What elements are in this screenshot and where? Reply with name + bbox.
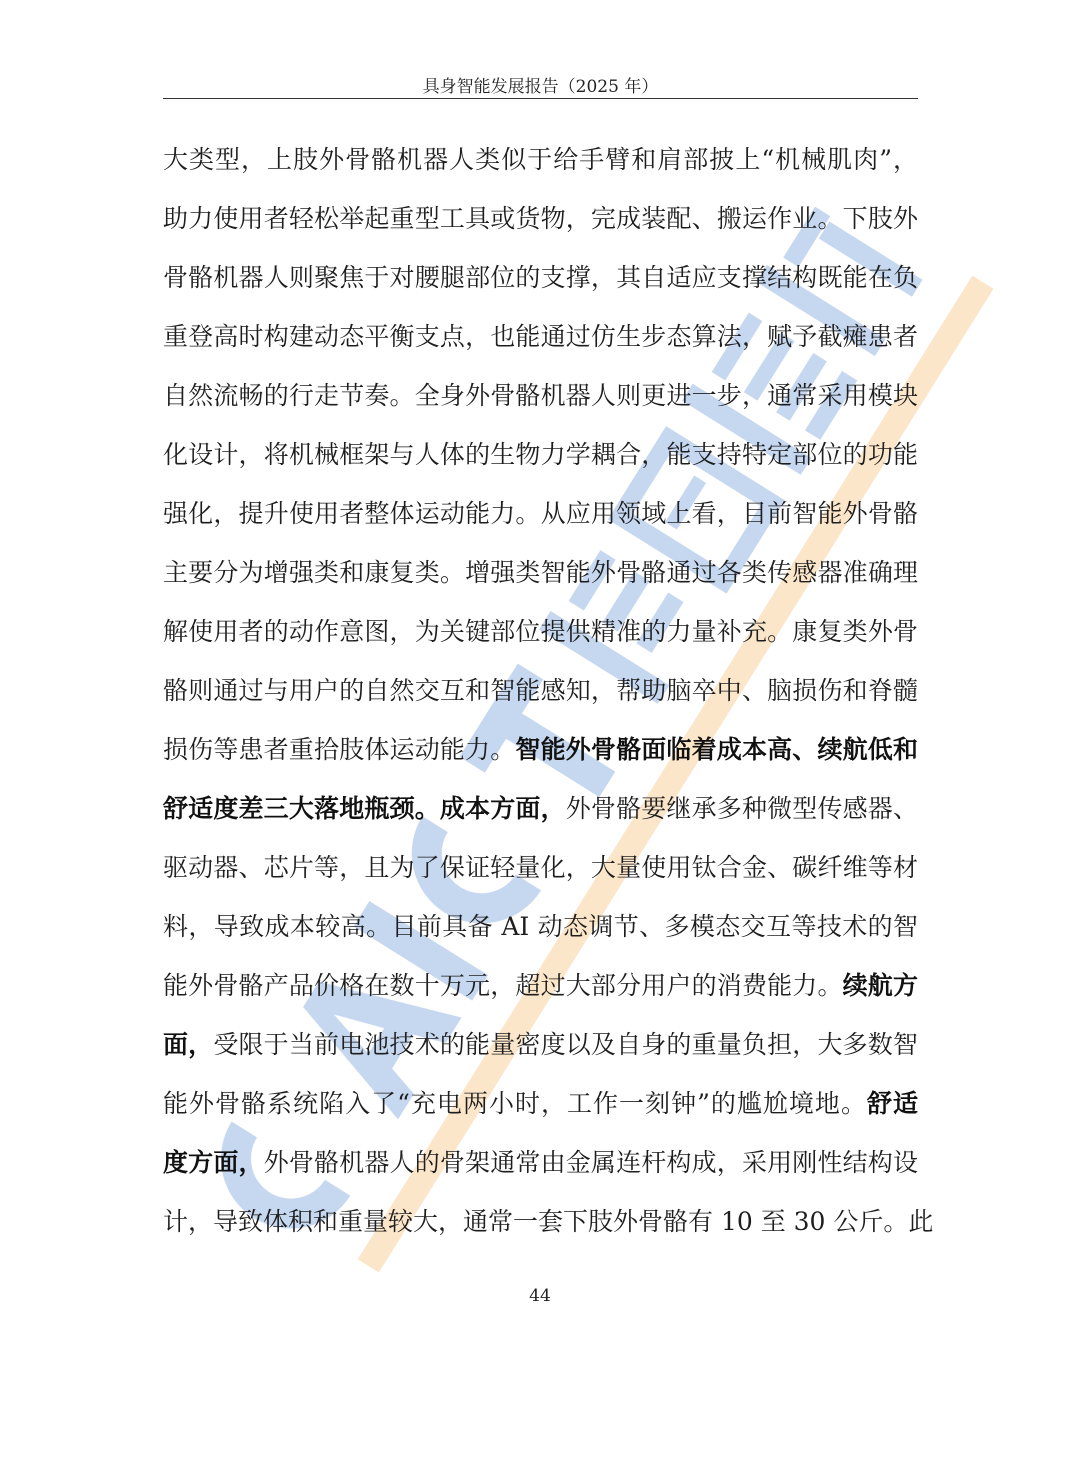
text-line: [163, 779, 918, 838]
text-run: 助力使用者轻松举起重型工具或货物，完成装配、搬运作业。下肢外: [163, 204, 918, 233]
bold-text-run: 智能外骨骼面临着成本高、续航低和: [515, 735, 918, 764]
text-line: [163, 130, 918, 189]
report-title: 具身智能发展报告（2025 年）: [422, 77, 659, 97]
text-run: 损伤等患者重拾肢体运动能力。: [163, 735, 516, 764]
text-line: [163, 1192, 934, 1251]
text-run: 骼则通过与用户的自然交互和智能感知，帮助脑卒中、脑损伤和脊髓: [163, 676, 918, 705]
text-run: 料，导致成本较高。目前具备 AI 动态调节、多模态交互等技术的智: [163, 912, 918, 941]
bold-text-run: 度方面，: [163, 1148, 264, 1177]
text-run: 重登高时构建动态平衡支点，也能通过仿生步态算法，赋予截瘫患者: [163, 322, 918, 351]
text-run: 自然流畅的行走节奏。全身外骨骼机器人则更进一步，通常采用模块: [163, 381, 918, 410]
text-run: 强化，提升使用者整体运动能力。从应用领域上看，目前智能外骨骼: [163, 499, 918, 528]
text-line: [163, 366, 918, 425]
text-run: 骨骼机器人则聚焦于对腰腿部位的支撑，其自适应支撑结构既能在负: [163, 263, 918, 292]
text-line: [163, 661, 918, 720]
text-line: [163, 1133, 918, 1192]
text-run: 主要分为增强类和康复类。增强类智能外骨骼通过各类传感器准确理: [163, 558, 918, 587]
bold-text-run: 续航方: [842, 971, 918, 1000]
text-run: 能外骨骼产品价格在数十万元，超过大部分用户的消费能力。: [163, 971, 843, 1000]
text-run: 大类型，上肢外骨骼机器人类似于给手臂和肩部披上“机械肌肉”，: [163, 145, 918, 174]
header-divider: [163, 98, 918, 99]
bold-text-run: 舒适度差三大落地瓶颈。成本方面，: [163, 794, 566, 823]
page-header: [163, 74, 918, 100]
text-run: 化设计，将机械框架与人体的生物力学耦合，能支持特定部位的功能: [163, 440, 918, 469]
text-run: 外骨骼机器人的骨架通常由金属连杆构成，采用刚性结构设: [263, 1148, 918, 1177]
text-line: [163, 838, 918, 897]
text-run: 计，导致体积和重量较大，通常一套下肢外骨骼有 10 至 30 公斤。此: [163, 1207, 934, 1236]
page-number: 44: [529, 1286, 551, 1306]
text-line: [163, 543, 918, 602]
bold-text-run: 舒适: [866, 1089, 918, 1118]
text-line: [163, 1074, 918, 1133]
text-line: [163, 484, 918, 543]
text-line: [163, 1015, 918, 1074]
text-line: [163, 425, 918, 484]
text-line: [163, 897, 918, 956]
text-run: 受限于当前电池技术的能量密度以及自身的重量负担，大多数智: [213, 1030, 918, 1059]
text-run: 解使用者的动作意图，为关键部位提供精准的力量补充。康复类外骨: [163, 617, 918, 646]
bold-text-run: 面，: [163, 1030, 214, 1059]
text-line: [163, 602, 918, 661]
text-line: [163, 189, 918, 248]
text-line: [163, 248, 918, 307]
text-line: [163, 307, 918, 366]
text-run: 驱动器、芯片等，且为了保证轻量化，大量使用钛合金、碳纤维等材: [163, 853, 918, 882]
text-line: [163, 956, 918, 1015]
text-run: 能外骨骼系统陷入了“充电两小时，工作一刻钟”的尴尬境地。: [163, 1089, 867, 1118]
text-run: 外骨骼要继承多种微型传感器、: [565, 794, 918, 823]
text-line: [163, 720, 918, 779]
body-paragraph: [163, 130, 934, 1251]
